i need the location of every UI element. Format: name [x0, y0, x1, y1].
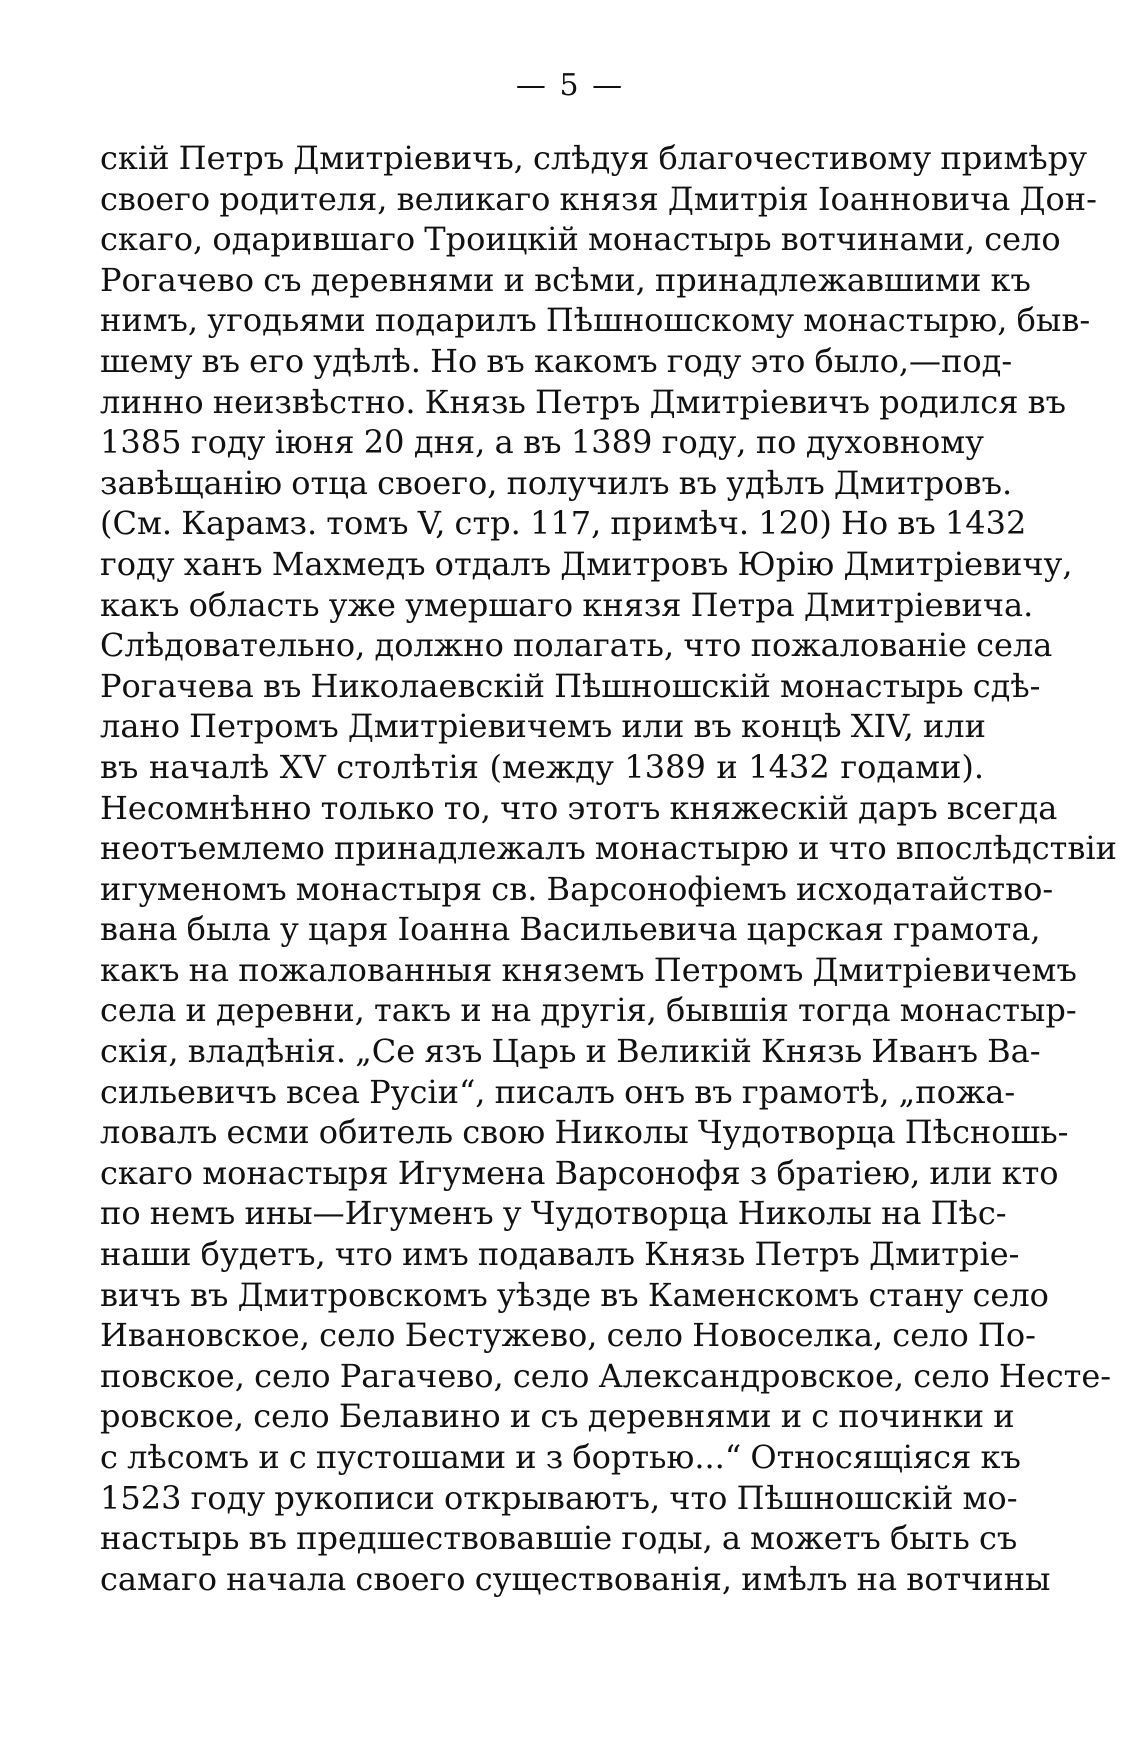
text-line: Слѣдовательно, должно полагать, что пожалованіе села: [100, 626, 1053, 665]
text-line: ловалъ есми обитель свою Николы Чудотворца Пѣсношь-: [100, 1113, 1069, 1152]
text-line: села и деревни, такъ и на другія, бывшія тогда монастыр-: [100, 991, 1077, 1030]
page-number: — 5 —: [515, 68, 625, 103]
text-line: какъ на пожалованныя княземъ Петромъ Дмитріевичемъ: [100, 950, 1077, 989]
text-line: сильевичъ всеа Русіи“, писалъ онъ въ грамотѣ, „пожа-: [100, 1072, 1016, 1111]
text-line: году ханъ Махмедъ отдалъ Дмитровъ Юрію Дмитріевичу,: [100, 544, 1073, 583]
text-line: вичъ въ Дмитровскомъ уѣзде въ Каменскомъ стану село: [100, 1275, 1049, 1314]
text-line: скаго, одарившаго Троицкій монастырь вотчинами, село: [100, 220, 1061, 259]
text-line: какъ область уже умершаго князя Петра Дмитріевича.: [100, 585, 1034, 624]
text-line: 1385 году іюня 20 дня, а въ 1389 году, по духовному: [100, 423, 984, 462]
body-text: [100, 138, 1117, 1599]
text-line: 1523 году рукописи открываютъ, что Пѣшношскій мо-: [100, 1478, 1018, 1517]
text-line: своего родителя, великаго князя Дмитрія Іоанновича Дон-: [100, 179, 1097, 218]
text-line: Ивановское, село Бестужево, село Новоселка, село По-: [100, 1316, 1036, 1355]
text-line: завѣщанію отца своего, получилъ въ удѣлъ Дмитровъ.: [100, 463, 1013, 502]
text-line: настырь въ предшествовавшіе годы, а можетъ быть съ: [100, 1519, 1018, 1558]
text-line: въ началѣ XV столѣтія (между 1389 и 1432 годами).: [100, 747, 984, 786]
text-line: вана была у царя Іоанна Васильевича царская грамота,: [100, 910, 1041, 949]
text-line: лано Петромъ Дмитріевичемъ или въ концѣ XIV, или: [100, 707, 986, 746]
text-line: Рогачева въ Николаевскій Пѣшношскій монастырь сдѣ-: [100, 666, 1041, 705]
text-line: по немъ ины—Игуменъ у Чудотворца Николы на Пѣс-: [100, 1194, 1007, 1233]
text-line: (См. Карамз. томъ V, стр. 117, примѣч. 120) Но въ 1432: [100, 504, 1027, 543]
text-line: игуменомъ монастыря св. Варсонофіемъ исходатайство-: [100, 869, 1054, 908]
text-line: Несомнѣнно только то, что этотъ княжескій даръ всегда: [100, 788, 1058, 827]
text-line: самаго начала своего существованія, имѣлъ на вотчины: [100, 1559, 1051, 1598]
text-line: наши будетъ, что имъ подавалъ Князь Петръ Дмитріе-: [100, 1235, 1020, 1274]
text-line: шему въ его удѣлѣ. Но въ какомъ году это было,—под-: [100, 341, 1013, 380]
text-line: повское, село Рагачево, село Александровское, село Несте-: [100, 1356, 1112, 1395]
text-line: нимъ, угодьями подарилъ Пѣшношскому монастырю, быв-: [100, 301, 1091, 340]
text-line: с лѣсомъ и с пустошами и з бортью...“ Относящіяся къ: [100, 1438, 1021, 1476]
text-line: скаго монастыря Игумена Варсонофя з братіею, или кто: [100, 1153, 1059, 1192]
text-line: ровское, село Белавино и съ деревнями и с починки и: [100, 1397, 1015, 1436]
text-line: неотъемлемо принадлежалъ монастырю и что впослѣдствіи: [100, 829, 1117, 868]
text-line: линно неизвѣстно. Князь Петръ Дмитріевичъ родился въ: [100, 382, 1066, 421]
text-line: скій Петръ Дмитріевичъ, слѣдуя благочестивому примѣру: [100, 139, 1088, 177]
text-line: скія, владѣнія. „Се язъ Царь и Великій Князь Иванъ Ва-: [100, 1032, 1041, 1071]
text-line: Рогачево съ деревнями и всѣми, принадлежавшими къ: [100, 260, 1031, 299]
